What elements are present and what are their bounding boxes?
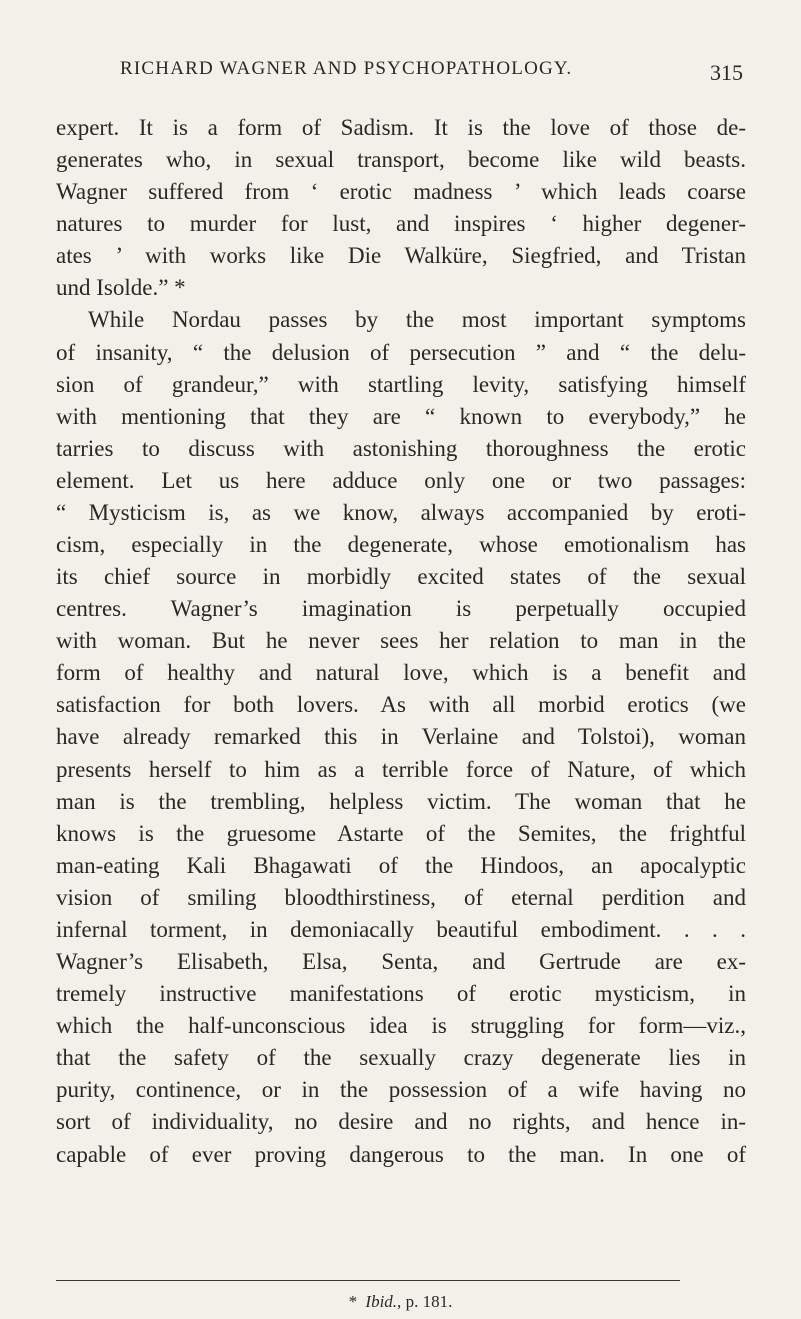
text-line: sion of grandeur,” with startling levity, satisfying himself bbox=[56, 371, 746, 397]
running-head bbox=[0, 58, 801, 88]
text-line: purity, continence, or in the possession of a wife having no bbox=[56, 1077, 746, 1103]
text-line: form of healthy and natural love, which is a benefit and bbox=[56, 660, 746, 686]
text-line: man-eating Kali Bhagawati of the Hindoos, an apocalyptic bbox=[56, 852, 746, 878]
text-line: tarries to discuss with astonishing thoroughness the erotic bbox=[56, 435, 746, 461]
body-text bbox=[56, 112, 746, 1171]
text-line: infernal torment, in demoniacally beautiful embodiment. . . . bbox=[56, 916, 746, 942]
text-line: centres. Wagner’s imagination is perpetually occupied bbox=[56, 596, 746, 622]
text-line: of insanity, “ the delusion of persecution ” and “ the delu- bbox=[56, 339, 746, 365]
footnote-reference: p. 181. bbox=[405, 1292, 453, 1311]
text-line: und Isolde.” * bbox=[56, 275, 186, 301]
text-line: knows is the gruesome Astarte of the Semites, the frightful bbox=[56, 820, 746, 846]
text-line: ates ’ with works like Die Walküre, Siegfried, and Tristan bbox=[56, 243, 746, 269]
text-line: man is the trembling, helpless victim. The woman that he bbox=[56, 788, 746, 814]
text-line: presents herself to him as a terrible force of Nature, of which bbox=[56, 756, 746, 782]
text-line: Wagner suffered from ‘ erotic madness ’ which leads coarse bbox=[56, 179, 746, 205]
page-number: 315 bbox=[710, 60, 743, 85]
footnote bbox=[0, 1292, 801, 1312]
text-line: have already remarked this in Verlaine and Tolstoi), woman bbox=[56, 724, 746, 750]
text-line: satisfaction for both lovers. As with all morbid erotics (we bbox=[56, 692, 746, 718]
text-line: natures to murder for lust, and inspires ‘ higher degener- bbox=[56, 211, 746, 237]
footnote-marker: * bbox=[348, 1292, 358, 1311]
text-line: capable of ever proving dangerous to the man. In one of bbox=[56, 1141, 746, 1167]
text-line: its chief source in morbidly excited states of the sexual bbox=[56, 564, 746, 590]
text-line: While Nordau passes by the most important symptoms bbox=[88, 307, 746, 333]
text-line: generates who, in sexual transport, become like wild beasts. bbox=[56, 147, 746, 173]
text-line: that the safety of the sexually crazy degenerate lies in bbox=[56, 1045, 746, 1071]
footnote-ibid: Ibid., bbox=[365, 1292, 402, 1311]
running-title: RICHARD WAGNER AND PSYCHOPATHOLOGY. bbox=[120, 58, 573, 79]
text-line: “ Mysticism is, as we know, always accompanied by eroti- bbox=[56, 499, 746, 525]
text-line: with mentioning that they are “ known to everybody,” he bbox=[56, 403, 746, 429]
text-line: element. Let us here adduce only one or two passages: bbox=[56, 467, 746, 493]
text-line: tremely instructive manifestations of erotic mysticism, in bbox=[56, 981, 746, 1007]
footnote-rule bbox=[56, 1280, 680, 1281]
text-line: vision of smiling bloodthirstiness, of eternal perdition and bbox=[56, 884, 746, 910]
text-line: with woman. But he never sees her relation to man in the bbox=[56, 628, 746, 654]
text-line: which the half-unconscious idea is struggling for form—viz., bbox=[56, 1013, 746, 1039]
text-line: Wagner’s Elisabeth, Elsa, Senta, and Gertrude are ex- bbox=[56, 949, 746, 975]
text-line: cism, especially in the degenerate, whose emotionalism has bbox=[56, 532, 746, 558]
text-line: sort of individuality, no desire and no rights, and hence in- bbox=[56, 1109, 746, 1135]
text-line: expert. It is a form of Sadism. It is the love of those de- bbox=[56, 115, 746, 140]
